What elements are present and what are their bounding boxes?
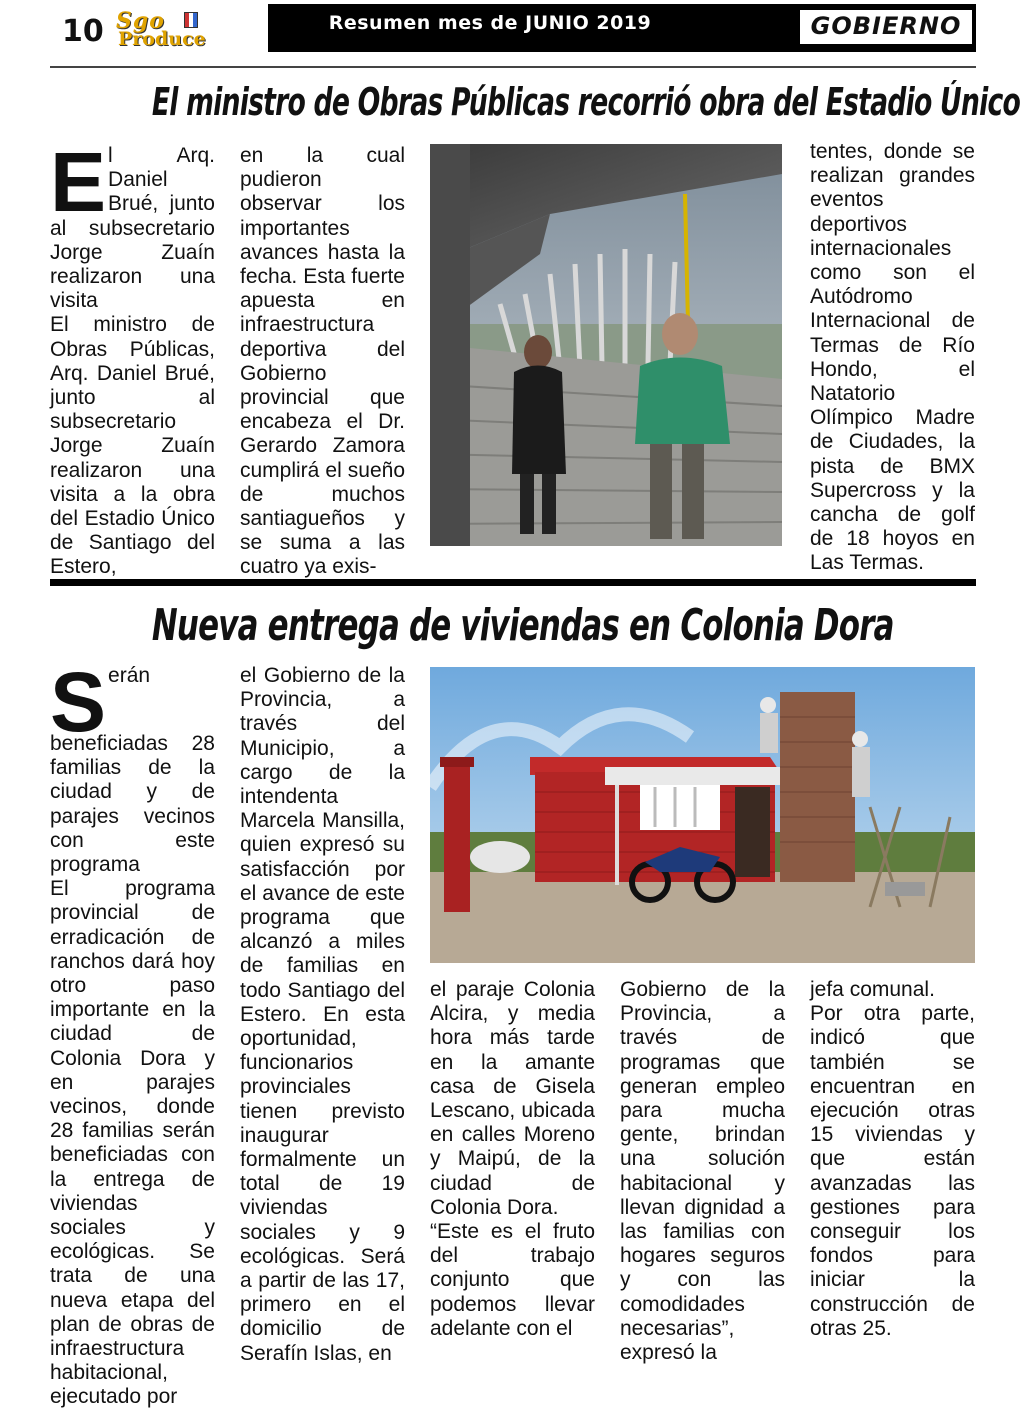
- article2-column-3: [430, 978, 595, 1341]
- article2-column-2: el Gobierno de la Provincia, a través del Municipio, a cargo de la intendenta Marcela Mansilla, quien expresó su satisfacción por el avance de este programa que alcanzó a miles de familias en todo Santiago del Estero. En esta oportunidad, funcionarios provinciales tienen previsto inaugurar formalmente un total de 19 viviendas sociales y 9 ecológicas. Será a partir de las 17, primero en el domicilio de Serafín Islas, en: [240, 664, 405, 1365]
- article2-headline: Nueva entrega de viviendas en Colonia Dora: [151, 600, 894, 651]
- article2-dropcap: S: [50, 655, 107, 749]
- housing-photo-illustration: [430, 667, 975, 963]
- article2-column-4: Gobierno de la Provincia, a través de programas que generan empleo para mucha gente, brindan una solución habitacional y llevan dignidad a las familias con hogares seguros y con las comodidades necesarias”, expresó la: [620, 978, 785, 1365]
- article2-paragraph: jefa comunal.: [810, 978, 935, 1001]
- article1-column-1: [50, 135, 215, 580]
- issue-title: Resumen mes de JUNIO 2019: [328, 12, 652, 34]
- article1-column-3: tentes, donde se realizan grandes eventos deportivos internacionales como son el Autódromo Internacional de Termas de Río Hondo, el Natatorio Olímpico Madre de Ciudades, la pista de BMX Supercross y la cancha de golf de 18 hoyos en Las Termas.: [810, 140, 975, 575]
- header-rule: [50, 66, 976, 68]
- article2-column-1: [50, 655, 215, 1410]
- flag-icon: [184, 12, 198, 28]
- article1-lead: l Arq. Daniel Brué, junto al subsecretario Jorge Zuaín realizaron una visita: [50, 144, 215, 313]
- article2-paragraph: el paraje Colonia Alcira, y media hora más tarde en la amante casa de Gisela Lescano, ubicada en calles Moreno y Maipú, de la ciudad de Colonia Dora.: [430, 978, 595, 1219]
- logo-line-2: Produce: [118, 28, 206, 50]
- article2-paragraph: El programa provincial de erradicación de ranchos dará hoy otro paso importante en la ciudad de Colonia Dora y en parajes vecinos, donde 28 familias serán beneficiadas con la entrega de viviendas sociales y ecológicas. Se trata de una nueva etapa del plan de obras de infraestructura habitacional, ejecutado por: [50, 877, 215, 1409]
- page-number: 10: [62, 14, 104, 49]
- section-divider: [50, 579, 976, 586]
- article1-column-2: en la cual pudieron observar los importantes avances hasta la fecha. Esta fuerte apuesta en infraestructura deportiva del Gobierno provincial que encabeza el Dr. Gerardo Zamora cumplirá el sueño de muchos santiagueños y se suma a las cuatro ya exis-: [240, 144, 405, 579]
- article1-paragraph: El ministro de Obras Públicas, Arq. Daniel Brué, junto al subsecretario Jorge Zuaín realizaron una visita a la obra del Estadio Único de Santiago del Estero,: [50, 313, 215, 579]
- article1-dropcap: E: [50, 135, 107, 229]
- stadium-photo-illustration: [430, 144, 782, 546]
- logo-line-1: Sgo: [116, 8, 165, 34]
- housing-photo: [430, 667, 975, 963]
- article2-lead: erán beneficiadas 28 familias de la ciudad y de parajes vecinos con este programa: [50, 664, 215, 877]
- article2-paragraph: “Este es el fruto del trabajo conjunto que podemos llevar adelante con el: [430, 1220, 595, 1340]
- stadium-photo: [430, 144, 782, 546]
- article2-paragraph: Por otra parte, indicó que también se encuentran en ejecución otras 15 viviendas y que están avanzadas las gestiones para conseguir los fondos para iniciar la construcción de otras 25.: [810, 1002, 975, 1340]
- article1-headline: El ministro de Obras Públicas recorrió obra del Estadio Único: [151, 80, 1021, 124]
- publication-logo: [114, 10, 256, 50]
- article2-column-5: [810, 978, 975, 1341]
- section-label: GOBIERNO: [810, 12, 962, 40]
